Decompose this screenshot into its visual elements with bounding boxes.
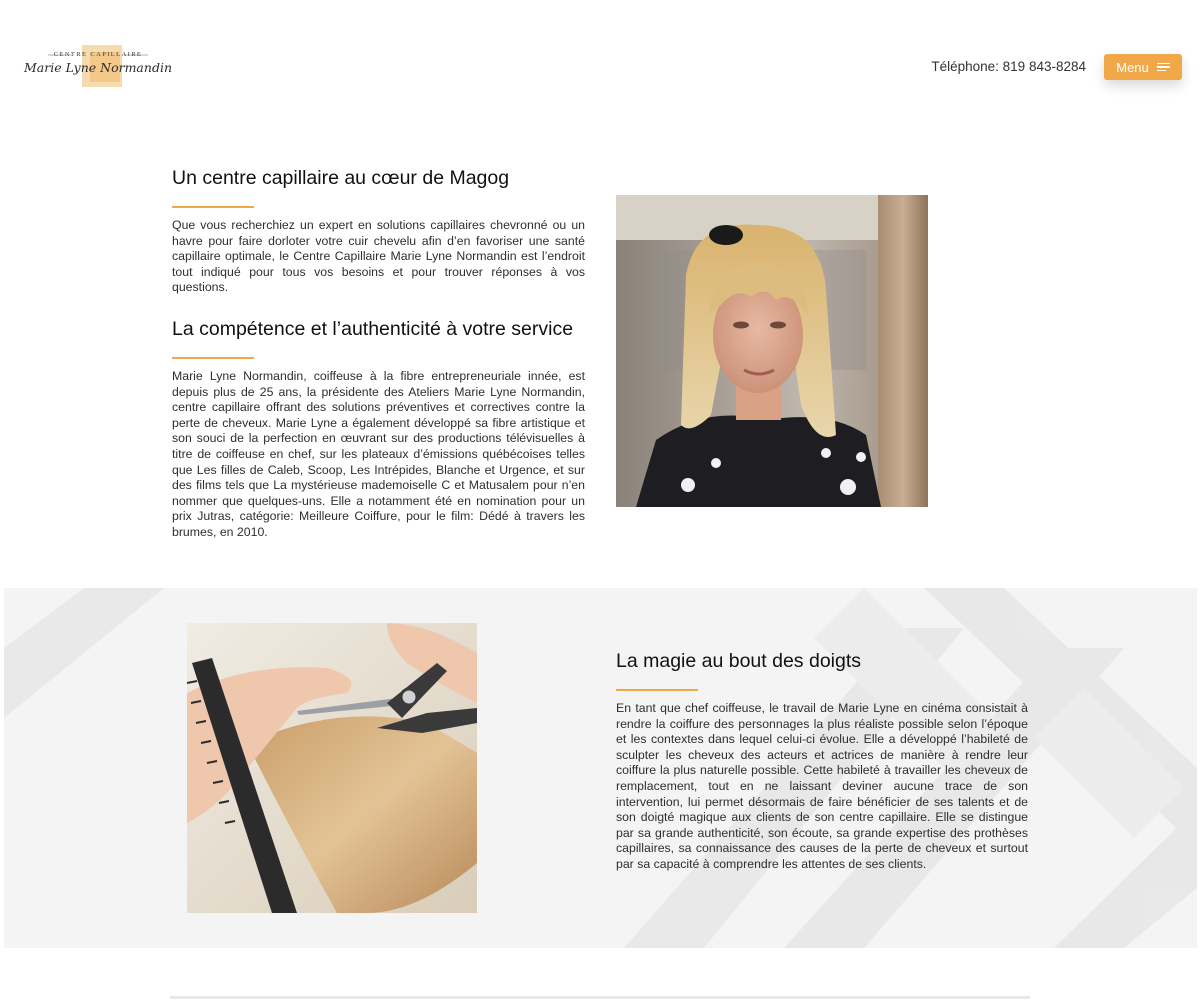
menu-button[interactable] — [1104, 54, 1182, 80]
magic-text-column — [616, 648, 1028, 873]
site-logo[interactable] — [18, 42, 178, 92]
magic-paragraph: En tant que chef coiffeuse, le travail de Marie Lyne en cinéma consistait à rendre la coiffure des personnages la plus réaliste possible selon l’époque et les contextes dans lequel celui-ci évolue. Elle a développé l’habileté de sculpter les cheveux des acteurs et actrices de manière à rendre leur coiffure la plus naturelle possible. Cette habileté à travailler les cheveux de remplacement, tout en ne laissant deviner aucune trace de son intervention, lui permet désormais de faire bénéficier de ses talents et de son doigté magique aux clients de son centre capillaire. Elle se distingue par sa grande authenticité, son écoute, sa grande expertise des prothèses capillaires, sa connaissance des causes de la perte de cheveux et surtout par sa capacité à comprendre les attentes de ses clients. — [616, 701, 1028, 871]
next-section-edge — [170, 996, 1030, 999]
portrait-photo — [616, 195, 928, 507]
magic-section — [4, 588, 1197, 948]
scissors-comb-photo — [187, 623, 477, 913]
menu-button-label: Menu — [1116, 59, 1149, 75]
intro-paragraph: Que vous recherchiez un expert en solutions capillaires chevronné ou un havre pour faire dorloter votre cuir chevelu afin d’en favoriser une santé capillaire optimale, le Centre Capillaire Marie Lyne Normandin est l’endroit tout indiqué pour tous vos besoins et pour trouver réponses à vos questions. — [172, 218, 585, 295]
heading-divider — [172, 206, 254, 208]
intro-section — [0, 130, 1200, 588]
competence-paragraph: Marie Lyne Normandin, coiffeuse à la fibre entrepreneuriale innée, est depuis plus de 25 ans, la présidente des Ateliers Marie Lyne Normandin, centre capillaire offrant des solutions préventives et correctives contre la perte de cheveux. Marie Lyne a également développé sa fibre artistique et son souci de la perfection en œuvrant sur des productions télévisuelles à titre de coiffeuse en chef, sur les plateaux d’émissions québécoises telles que Les filles de Caleb, Scoop, Les Intrépides, Blanche et Urgence, et sur des films tels que La mystérieuse mademoiselle C et Matusalem pour n’en nommer que quelques-uns. Elle a notamment été en nomination pour un prix Jutras, catégorie: Meilleure Coiffure, pour le film: Dédé à travers les brumes, en 2010. — [172, 368, 585, 539]
competence-heading: La compétence et l’authenticité à votre service — [172, 317, 574, 340]
site-header — [0, 0, 1200, 130]
heading-divider — [172, 357, 254, 359]
logo-script-text: Marie Lyne Normandin — [23, 60, 172, 75]
intro-text-column — [172, 165, 585, 541]
hamburger-icon — [1157, 63, 1170, 72]
phone-number[interactable]: Téléphone: 819 843-8284 — [931, 59, 1086, 74]
magic-heading: La magie au bout des doigts — [616, 650, 862, 672]
intro-heading: Un centre capillaire au cœur de Magog — [172, 167, 510, 189]
logo-top-text: CENTRE CAPILLAIRE — [53, 51, 143, 58]
heading-divider — [616, 689, 698, 691]
